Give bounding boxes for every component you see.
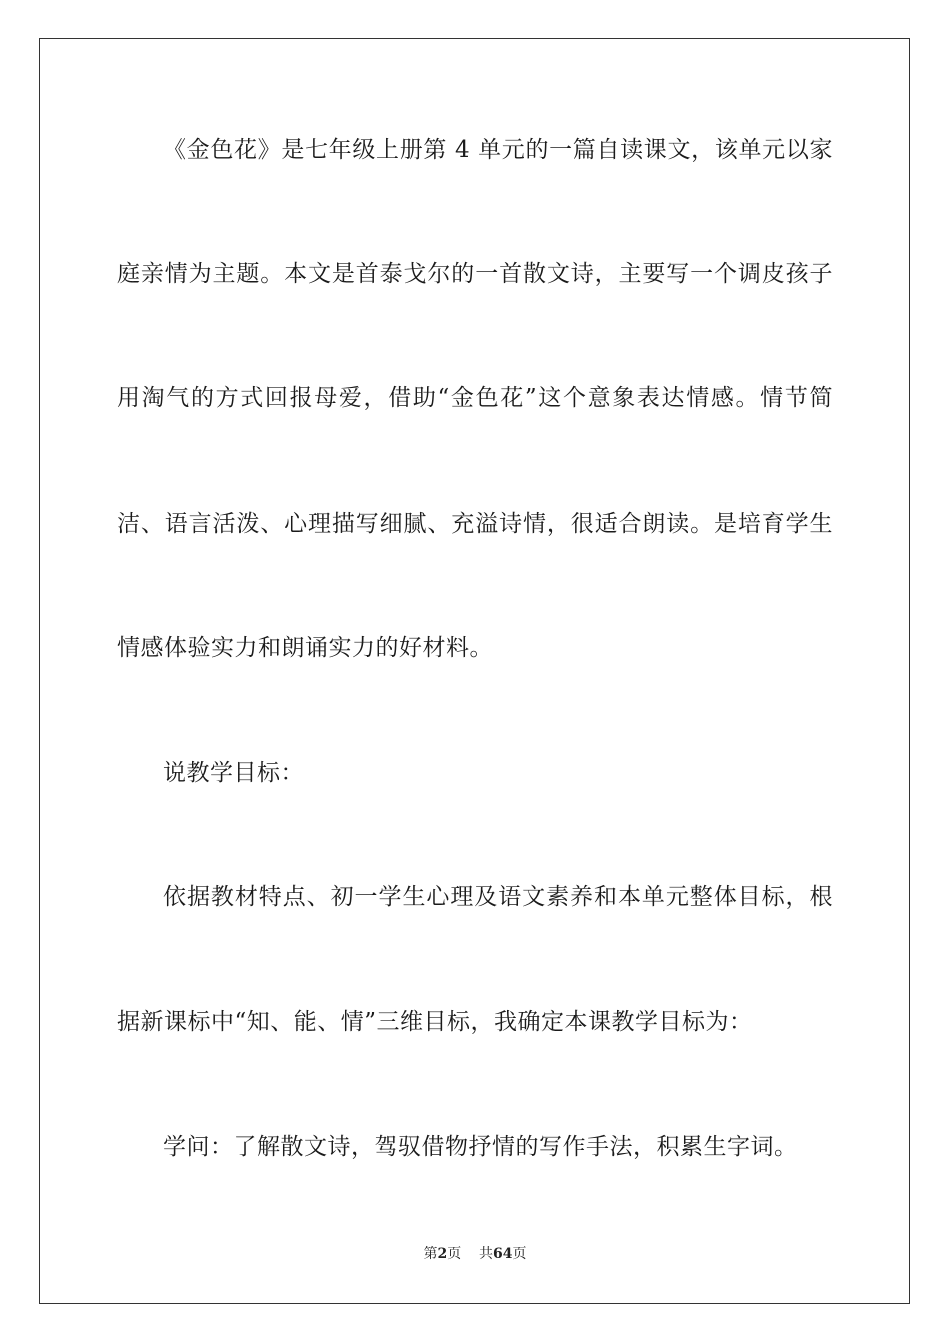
paragraph-line: 学问：了解散文诗，驾驭借物抒情的写作手法，积累生字词。 [163, 1134, 798, 1160]
footer-page-prefix: 第 [423, 1246, 438, 1262]
paragraph-line: 庭亲情为主题。本文是首泰戈尔的一首散文诗，主要写一个调皮孩子 [117, 261, 833, 287]
paragraph-line: 洁、语言活泼、心理描写细腻、充溢诗情，很适合朗读。是培育学生 [117, 511, 833, 537]
paragraph-line: 据新课标中“知、能、情”三维目标，我确定本课教学目标为： [117, 1009, 753, 1035]
paragraph-line: 《金色花》是七年级上册第 4 单元的一篇自读课文，该单元以家 [163, 137, 833, 163]
footer-total-suffix: 页 [512, 1246, 527, 1262]
paragraph-line: 情感体验实力和朗诵实力的好材料。 [117, 635, 493, 661]
footer-page-number: 2 [437, 1246, 448, 1262]
footer-total-pages: 64 [493, 1246, 513, 1262]
paragraph-line: 用淘气的方式回报母爱，借助“金色花”这个意象表达情感。情节简 [117, 385, 833, 411]
footer-total-prefix: 共 [479, 1246, 494, 1262]
footer-page-suffix: 页 [447, 1246, 462, 1262]
section-heading: 说教学目标： [163, 760, 304, 786]
page-footer [0, 1245, 950, 1263]
paragraph-line: 依据教材特点、初一学生心理及语文素养和本单元整体目标，根 [163, 884, 833, 910]
page-border [39, 38, 910, 1304]
